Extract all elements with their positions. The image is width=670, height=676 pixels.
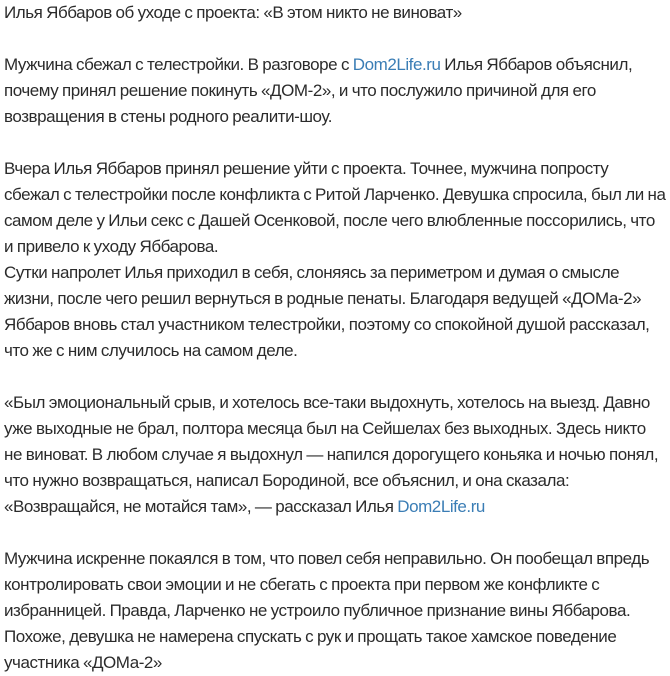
body-paragraph-1: Вчера Илья Яббаров принял решение уйти с проекта. Точнее, мужчина попросту сбежал с телестройки после конфликта с Ритой Ларченко. Девушка спросила, был ли на самом деле у Ильи секс с Дашей Осенковой, после чего влюбленные поссорились, что и привело к уходу Яббарова.	[4, 159, 666, 256]
dom2life-link[interactable]: Dom2Life.ru	[352, 55, 441, 74]
spacer	[4, 130, 666, 156]
body-paragraph-2: Сутки напролет Илья приходил в себя, слоняясь за периметром и думая о смысле жизни, после чего решил вернуться в родные пенаты. Благодаря ведущей «ДОМа-2» Яббаров вновь стал участником телестройки, поэтому со спокойной душой рассказал, что же с ним случилось на самом деле.	[4, 263, 650, 360]
body-paragraph-3: Мужчина искренне покаялся в том, что повел себя неправильно. Он пообещал впредь контролировать свои эмоции и не сбегать с проекта при первом же конфликте с избранницей. Правда, Ларченко не устроило публичное признание вины Яббарова. Похоже, девушка не намерена спускать с рук и прощать такое хамское поведение участника «ДОМа-2»	[4, 549, 650, 672]
quote-paragraph	[4, 390, 666, 520]
spacer	[4, 520, 666, 546]
intro-text-after: Илья Яббаров объяснил, почему принял решение покинуть «ДОМ-2», и что послужило причиной для его возвращения в стены родного реалити-шоу.	[4, 55, 633, 126]
spacer	[4, 26, 666, 52]
dom2life-source-link[interactable]: Dom2Life.ru	[397, 497, 485, 516]
spacer	[4, 364, 666, 390]
intro-paragraph	[4, 52, 666, 130]
intro-text-before: Мужчина сбежал с телестройки. В разговоре с	[4, 55, 353, 74]
article-title: Илья Яббаров об уходе с проекта: «В этом никто не виноват»	[4, 3, 462, 22]
quote-text: «Был эмоциональный срыв, и хотелось все-таки выдохнуть, хотелось на выезд. Давно уже выходные не брал, полтора месяца был на Сейшелах без выходных. Здесь никто не виноват. В любом случае я выдохнул — напился дорогущего коньяка и ночью понял, что нужно возвращаться, написал Бородиной, все объяснил, и она сказала: «Возвращайся, не мотайся там», — рассказал Илья	[4, 393, 659, 516]
